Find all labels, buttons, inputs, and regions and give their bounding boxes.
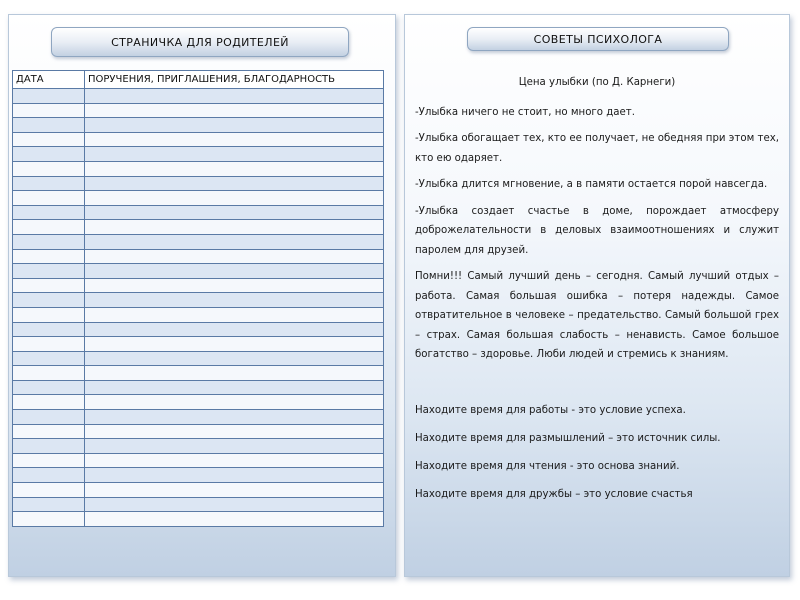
date-cell: [13, 264, 85, 279]
advice-paragraph: -Улыбка длится мгновение, а в памяти остается порой навсегда.: [415, 179, 768, 190]
assignment-cell: [85, 293, 384, 308]
assignment-cell: [85, 512, 384, 527]
advice-paragraph: -Улыбка обогащает тех, кто ее получает, не обедняя при этом тех, кто ею одаряет.: [415, 133, 779, 164]
table-row: [13, 234, 384, 249]
assignment-cell: [85, 395, 384, 410]
assignment-cell: [85, 424, 384, 439]
advice-text-block: [415, 73, 779, 513]
date-cell: [13, 278, 85, 293]
date-cell: [13, 293, 85, 308]
assignment-cell: [85, 191, 384, 206]
assignment-cell: [85, 205, 384, 220]
assignment-cell: [85, 307, 384, 322]
assignment-cell: [85, 220, 384, 235]
advice-paragraph: -Улыбка ничего не стоит, но много дает.: [415, 106, 635, 118]
table-row: [13, 424, 384, 439]
time-tips-list: [415, 401, 779, 504]
table-row: [13, 512, 384, 527]
date-cell: [13, 380, 85, 395]
date-cell: [13, 483, 85, 498]
date-cell: [13, 234, 85, 249]
table-row: [13, 293, 384, 308]
date-cell: [13, 161, 85, 176]
date-cell: [13, 307, 85, 322]
assignments-table: [12, 70, 384, 527]
table-row: [13, 366, 384, 381]
date-cell: [13, 497, 85, 512]
assignment-cell: [85, 337, 384, 352]
table-row: [13, 337, 384, 352]
smile-paragraphs: [415, 103, 779, 365]
table-row: [13, 118, 384, 133]
assignment-cell: [85, 161, 384, 176]
date-cell: [13, 453, 85, 468]
table-row: [13, 278, 384, 293]
table-row: [13, 351, 384, 366]
assignment-cell: [85, 380, 384, 395]
table-row: [13, 176, 384, 191]
time-tip: Находите время для чтения - это основа знаний.: [415, 460, 680, 472]
table-row: [13, 453, 384, 468]
table-row: [13, 191, 384, 206]
table-row: [13, 249, 384, 264]
assignment-cell: [85, 483, 384, 498]
assignment-cell: [85, 89, 384, 104]
assignment-cell: [85, 264, 384, 279]
table-row: [13, 483, 384, 498]
assignment-cell: [85, 366, 384, 381]
smile-price-heading: Цена улыбки (по Д. Карнеги): [518, 77, 676, 88]
table-row: [13, 205, 384, 220]
time-tip: Находите время для работы - это условие успеха.: [415, 404, 686, 416]
date-cell: [13, 205, 85, 220]
date-cell: [13, 103, 85, 118]
table-row: [13, 395, 384, 410]
table-row: [13, 439, 384, 454]
table-row: [13, 380, 384, 395]
date-cell: [13, 147, 85, 162]
date-cell: [13, 366, 85, 381]
table-row: [13, 103, 384, 118]
date-cell: [13, 220, 85, 235]
time-tip: Находите время для размышлений – это источник силы.: [415, 432, 721, 444]
table-row: [13, 132, 384, 147]
assignment-cell: [85, 147, 384, 162]
assignment-cell: [85, 234, 384, 249]
date-cell: [13, 322, 85, 337]
table-header-row: [13, 71, 384, 89]
assignment-cell: [85, 439, 384, 454]
table-row: [13, 307, 384, 322]
parents-page: [8, 14, 396, 577]
date-cell: [13, 410, 85, 425]
date-cell: [13, 132, 85, 147]
table-row: [13, 89, 384, 104]
assignment-cell: [85, 322, 384, 337]
date-cell: [13, 424, 85, 439]
table-row: [13, 322, 384, 337]
date-cell: [13, 118, 85, 133]
table-row: [13, 161, 384, 176]
table-row: [13, 264, 384, 279]
date-cell: [13, 191, 85, 206]
assignment-cell: [85, 351, 384, 366]
table-row: [13, 410, 384, 425]
assignment-cell: [85, 497, 384, 512]
table-row: [13, 468, 384, 483]
date-cell: [13, 176, 85, 191]
assignment-cell: [85, 103, 384, 118]
date-cell: [13, 512, 85, 527]
date-column-header: ДАТА: [13, 71, 85, 89]
advice-page-title: СОВЕТЫ ПСИХОЛОГА: [467, 27, 729, 51]
date-cell: [13, 351, 85, 366]
date-cell: [13, 89, 85, 104]
date-cell: [13, 468, 85, 483]
date-cell: [13, 395, 85, 410]
table-row: [13, 497, 384, 512]
psychologist-advice-page: [404, 14, 790, 577]
date-cell: [13, 249, 85, 264]
table-row: [13, 147, 384, 162]
time-tip: Находите время для дружбы – это условие счастья: [415, 488, 693, 500]
table-row: [13, 220, 384, 235]
date-cell: [13, 439, 85, 454]
assignment-cell: [85, 453, 384, 468]
parents-page-title: СТРАНИЧКА ДЛЯ РОДИТЕЛЕЙ: [51, 27, 349, 57]
advice-paragraph: -Улыбка создает счастье в доме, порождает атмосферу доброжелательности в деловых взаимоотношениях и служит паролем для друзей.: [415, 205, 779, 256]
assignment-cell: [85, 468, 384, 483]
remember-paragraph: Помни!!! Самый лучший день – сегодня. Самый лучший отдых – работа. Самая большая ошибка – потеря надежды. Самое отвратительное в человеке – предательство. Самый большой грех – страх. Самая большая слабость – ненависть. Самое большое богатство – здоровье. Люби людей и стремись к знаниям.: [415, 271, 779, 360]
assignment-cell: [85, 410, 384, 425]
assignment-cell: [85, 132, 384, 147]
assignment-cell: [85, 278, 384, 293]
assignment-cell: [85, 249, 384, 264]
date-cell: [13, 337, 85, 352]
assignments-column-header: ПОРУЧЕНИЯ, ПРИГЛАШЕНИЯ, БЛАГОДАРНОСТЬ: [85, 71, 384, 89]
assignment-cell: [85, 118, 384, 133]
assignment-cell: [85, 176, 384, 191]
